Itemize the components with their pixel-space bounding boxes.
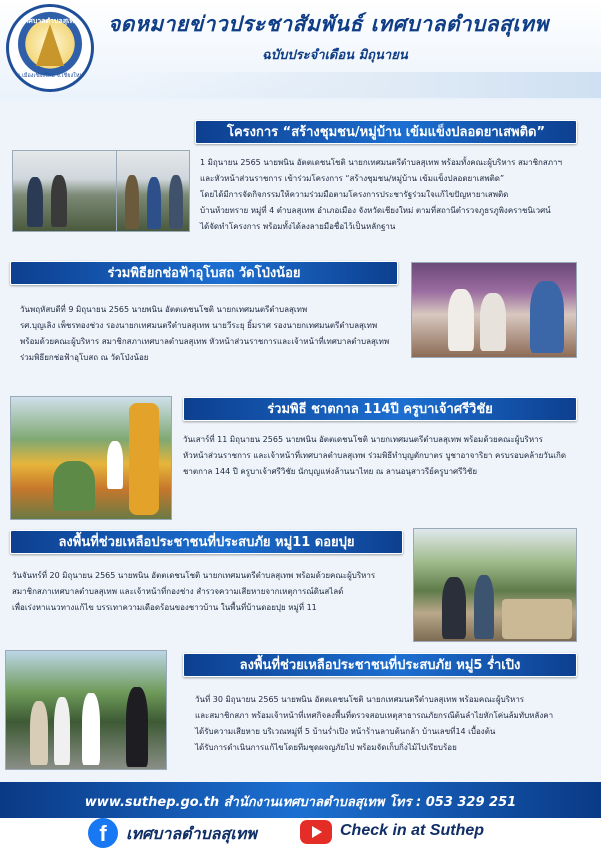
header-shade xyxy=(120,72,601,98)
text-line: และสมาชิกสภา พร้อมเจ้าหน้าที่เทศกิจลงพื้นที่ตรวจสอบเหตุสาธารณภัยกรณีต้นลำไยหักโค่นล้มทับหลังคา xyxy=(195,711,554,720)
text-line: ได้รับความเสียหาย บริเวณหมู่ที่ 5 บ้านร่ำเปิง หน้าร้านลาบต้นกล้า บ้านเลขที่14 เบื้องต้น xyxy=(195,727,496,736)
photo-ram-poeng-relief xyxy=(5,650,167,770)
facebook-icon[interactable]: f xyxy=(88,818,118,848)
text-line: และหัวหน้าส่วนราชการ เข้าร่วมโครงการ “สร้างชุมชน/หมู่บ้าน เข้มแข็งปลอดยาเสพติด” xyxy=(200,174,505,183)
text-line: บ้านห้วยทราย หมู่ที่ 4 ตำบลสุเทพ อำเภอเมือง จังหวัดเชียงใหม่ ตามที่สถานีตำรวจภูธรภูพิงคราชนิเวศน์ xyxy=(200,206,551,215)
text-line: พร้อมด้วยคณะผู้บริหาร สมาชิกสภาเทศบาลตำบลสุเทพ หัวหน้าส่วนราชการและเจ้าหน้าที่เทศบาลตำบลสุเทพ xyxy=(20,337,390,346)
page-title: จดหมายข่าวประชาสัมพันธ์ เทศบาลตำบลสุเทพ xyxy=(108,12,549,36)
photo-kruba-ceremony xyxy=(10,396,172,520)
text-line: ได้รับการดำเนินการแก้ไขโดยทีมชุดผจญภัยไป พร้อมจัดเก็บกิ่งไม้ไปเรียบร้อย xyxy=(195,743,457,752)
footer-contact[interactable]: www.suthep.go.th สำนักงานเทศบาลตำบลสุเทพ โทร : 053 329 251 xyxy=(84,795,517,810)
page-subtitle: ฉบับประจำเดือน มิถุนายน xyxy=(262,48,408,63)
photo-doi-pui-relief xyxy=(413,528,577,642)
text-line: ร่วมพิธียกช่อฟ้าอุโบสถ ณ วัดโป่งน้อย xyxy=(20,353,149,362)
text-line: 1 มิถุนายน 2565 นายพนิน อัตตเดชนโชติ นายกเทศมนตรีตำบลสุเทพ พร้อมทั้งคณะผู้บริหาร สมาชิกสภาฯ xyxy=(200,158,563,167)
section-banner-drug-free: โครงการ “สร้างชุมชน/หมู่บ้าน เข้มแข็งปลอดยาเสพติด” xyxy=(195,120,577,144)
section-banner-temple-ceremony: ร่วมพิธียกช่อฟ้าอุโบสถ วัดโป่งน้อย xyxy=(10,261,398,285)
facebook-page-label[interactable]: เทศบาลตำบลสุเทพ xyxy=(126,824,257,843)
text-line: รศ.บุญเลิง เพ็ชรทองช่วง รองนายกเทศมนตรีตำบลสุเทพ นายวีระยุ ยิ้มราศ รองนายกเทศมนตรีตำบลสุเทพ xyxy=(20,321,378,330)
section-banner-doi-pui-relief: ลงพื้นที่ช่วยเหลือประชาชนที่ประสบภัย หมู่11 ดอยปุย xyxy=(10,530,403,554)
photo-temple-ceremony xyxy=(411,262,577,358)
section-text-doi-pui-relief xyxy=(12,568,375,616)
pagoda-icon xyxy=(36,24,64,66)
section-text-drug-free xyxy=(200,155,562,235)
text-line: ชาตกาล 144 ปี ครูบาเจ้าศรีวิชัย นักบุญแห่งล้านนาไทย ณ ลานอนุสาวรีย์ครูบาศรีวิชัย xyxy=(183,467,478,476)
section-text-kruba-ceremony xyxy=(183,432,566,480)
section-text-ram-poeng-relief xyxy=(195,692,553,756)
youtube-play-icon xyxy=(312,826,322,838)
text-line: โดยได้มีการจัดกิจกรรมให้ความร่วมมือตามโครงการประชารัฐร่วมใจแก้ไขปัญหายาเสพติด xyxy=(200,190,509,199)
section-banner-kruba-ceremony: ร่วมพิธี ชาตกาล 114ปี ครูบาเจ้าศรีวิชัย xyxy=(183,397,577,421)
photo-drug-free-project-2 xyxy=(116,150,190,232)
text-line: สมาชิกสภาเทศบาลตำบลสุเทพ และเจ้าหน้าที่กองช่าง สำรวจความเสียหายจากเหตุการณ์ดินสไลด์ xyxy=(12,587,344,596)
text-line: วันพฤหัสบดีที่ 9 มิถุนายน 2565 นายพนิน อัตตเดชนโชติ นายกเทศมนตรีตำบลสุเทพ xyxy=(20,305,308,314)
text-line: วันจันทร์ที่ 20 มิถุนายน 2565 นายพนิน อัตตเดชนโชติ นายกเทศมนตรีตำบลสุเทพ พร้อมด้วยคณะผู้บริหาร xyxy=(12,571,376,580)
text-line: ได้จัดทำโครงการ พร้อมทั้งได้ลงลายมือชื่อไว้เป็นหลักฐาน xyxy=(200,222,396,231)
youtube-channel-label[interactable]: Check in at Suthep xyxy=(340,822,485,839)
text-line: หัวหน้าส่วนราชการ และเจ้าหน้าที่เทศบาลตำบลสุเทพ ร่วมพิธีทำบุญตักบาตร บูชาอาจาริยา ครบรอบคล้ายวันเกิด xyxy=(183,451,567,460)
logo-bottom-text: อ.เมืองเชียงใหม่ จ.เชียงใหม่ xyxy=(16,73,84,79)
section-text-temple-ceremony xyxy=(20,302,389,366)
text-line: เพื่อเร่งหาแนวทางแก้ไข บรรเทาความเดือดร้อนของชาวบ้าน ในพื้นที่บ้านดอยปุย หมู่ที่ 11 xyxy=(12,603,317,612)
logo-top-text: เทศบาลตำบลสุเทพ xyxy=(21,17,79,25)
section-banner-ram-poeng-relief: ลงพื้นที่ช่วยเหลือประชาชนที่ประสบภัย หมู่5 ร่ำเปิง xyxy=(183,653,577,677)
text-line: วันเสาร์ที่ 11 มิถุนายน 2565 นายพนิน อัตตเดชนโชติ นายกเทศมนตรีตำบลสุเทพ พร้อมด้วยคณะผู้บริหาร xyxy=(183,435,543,444)
text-line: วันที่ 30 มิถุนายน 2565 นายพนิน อัตตเดชนโชติ นายกเทศมนตรีตำบลสุเทพ พร้อมคณะผู้บริหาร xyxy=(195,695,525,704)
